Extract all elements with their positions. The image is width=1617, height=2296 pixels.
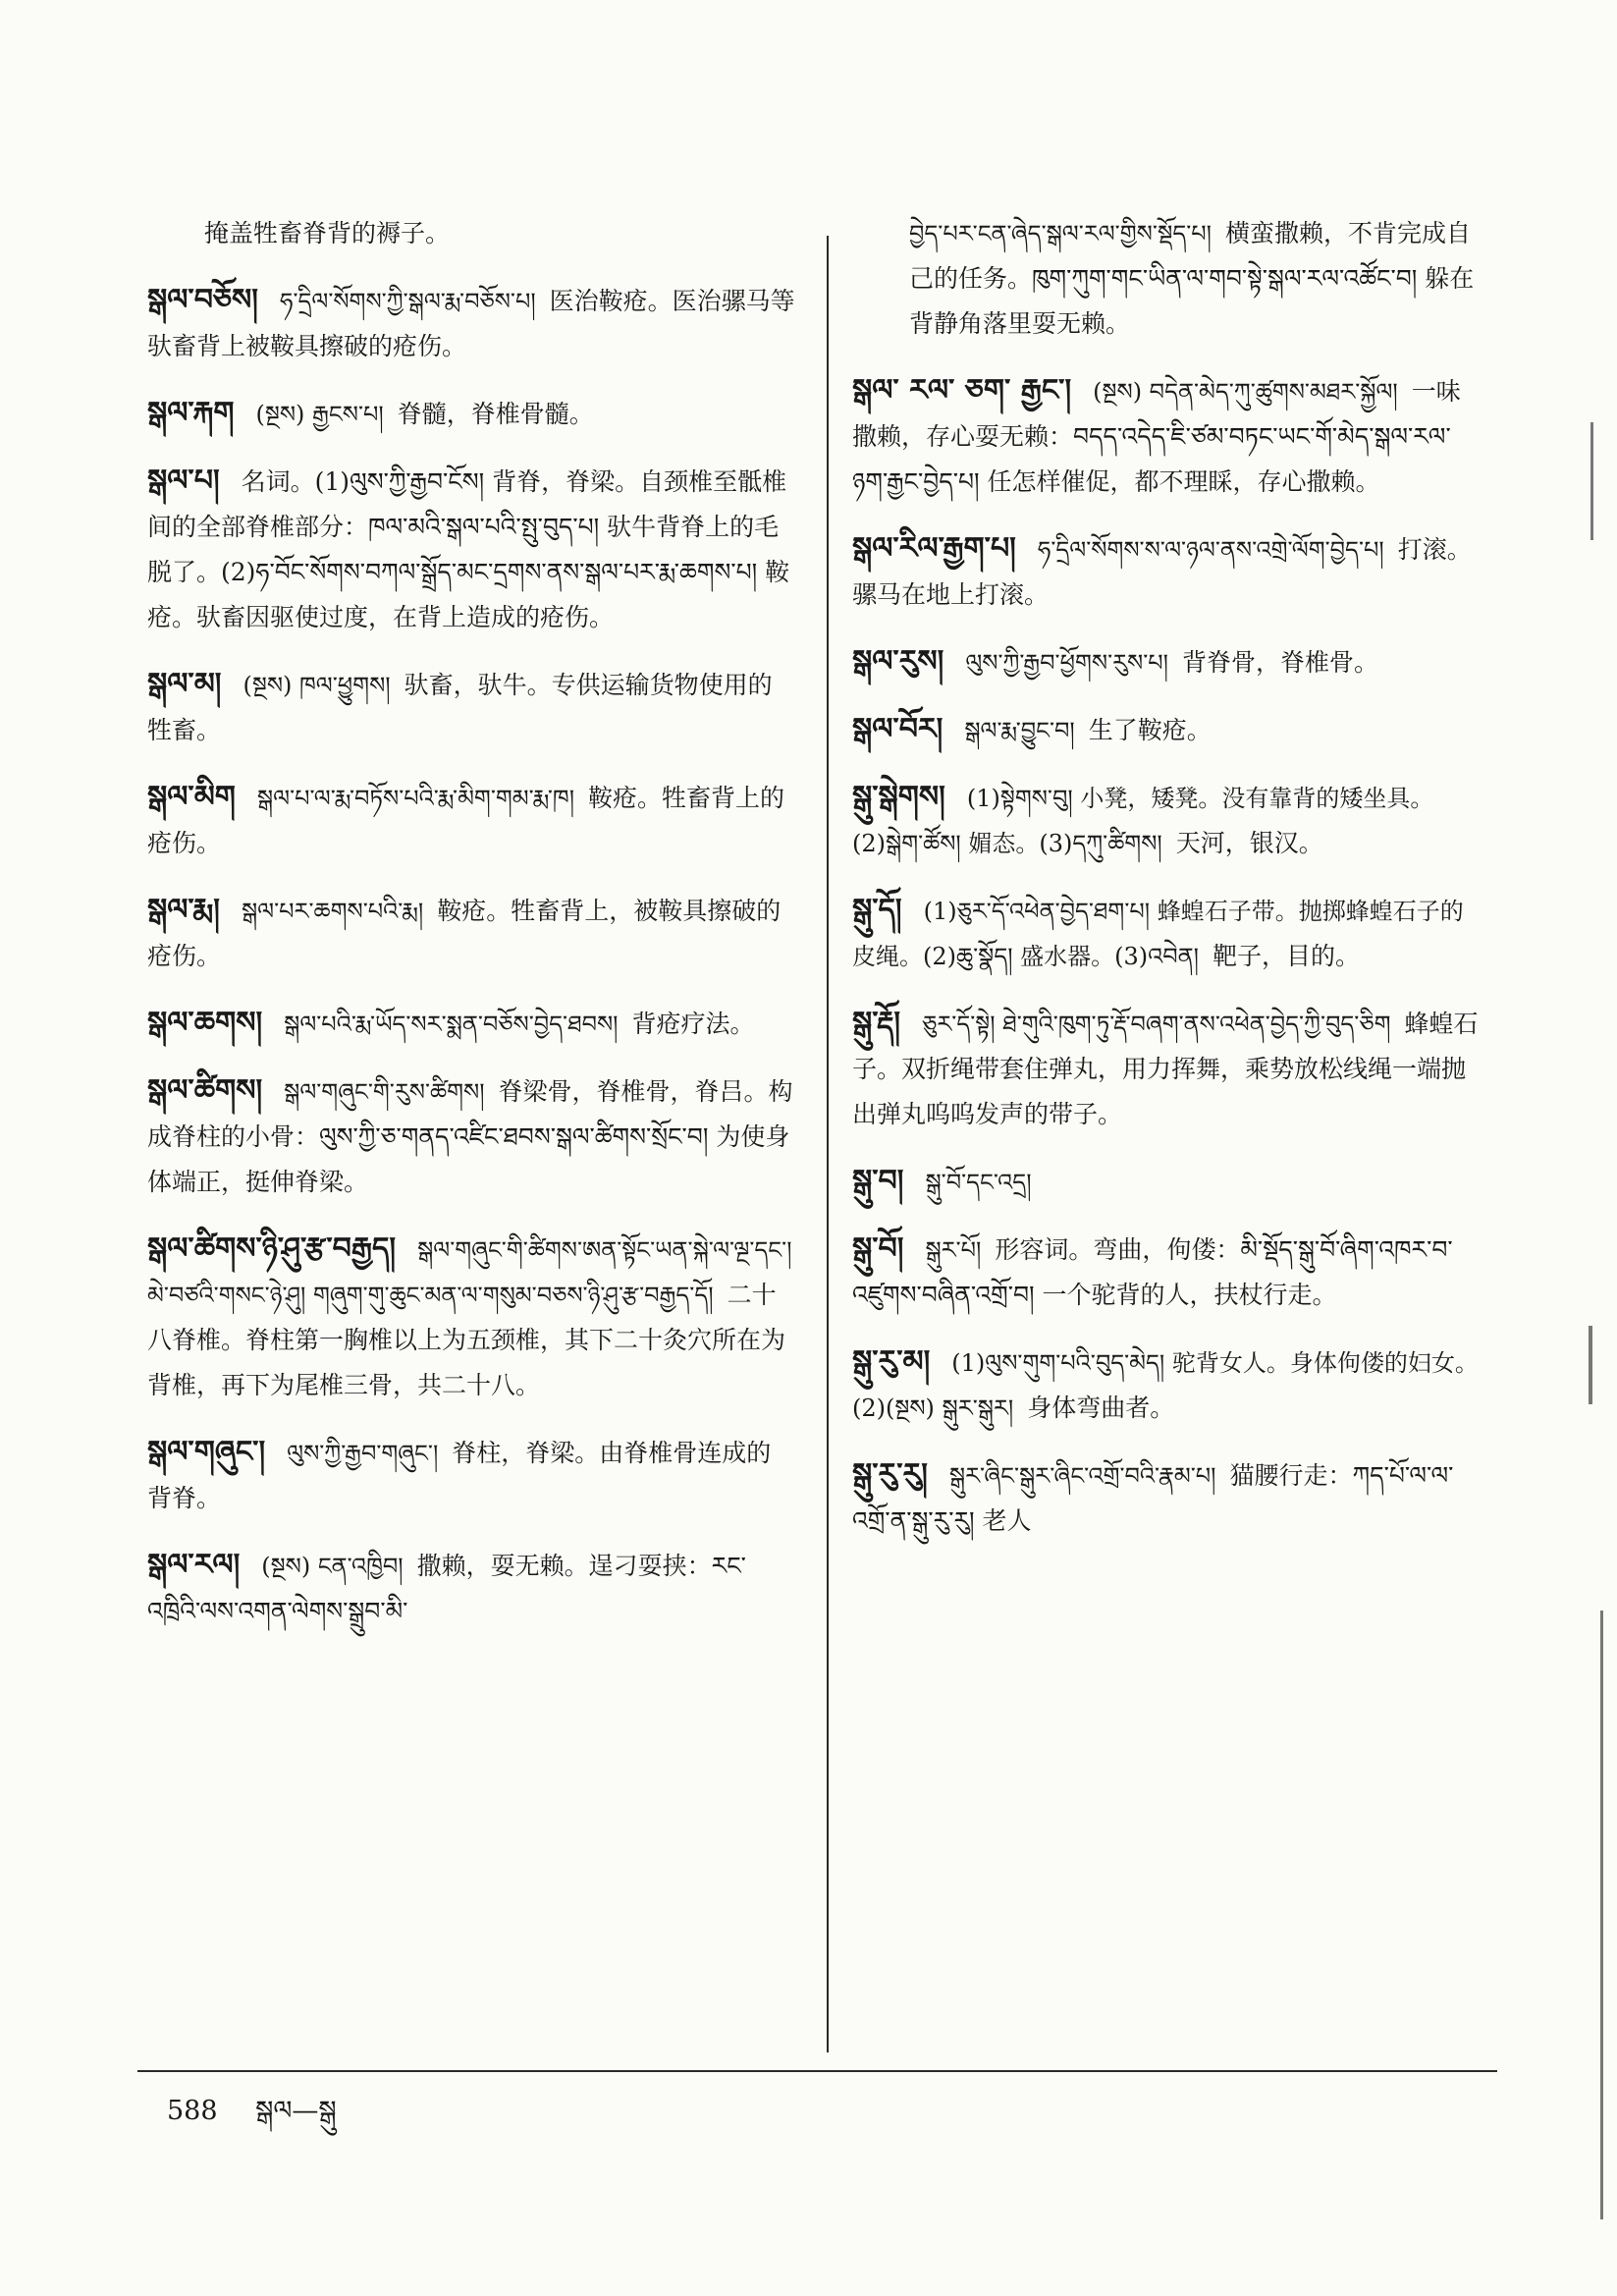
scan-edge-mark bbox=[1600, 1611, 1603, 2219]
entry-headword: སྒལ་ཆགས། bbox=[147, 1006, 263, 1040]
entry-definition-zh: 猫腰行走：ཀད་པོ་ལ་ལ་འགྲོ་ན་སྒུ་རུ་རུ། 老人 bbox=[852, 1461, 1454, 1535]
right-column bbox=[852, 211, 1481, 1565]
entry-definition-tib: (1)ཅུར་དོ་འཕེན་བྱེད་ཐག་པ། 蜂蝗石子带。抛掷蜂蝗石子的皮绳。(2)ཆུ་སྣོད། 盛水器。(3)འབེན། bbox=[852, 898, 1464, 970]
entry-definition-tib: ལུས་ཀྱི་རྒྱབ་གཞུང་། bbox=[287, 1440, 439, 1467]
entry-definition-tib: (1)ལུས་གུག་པའི་བུད་མེད། 驼背女人。身体佝偻的妇女。(2)(སྔས) སྒུར་སྒུར། bbox=[852, 1349, 1479, 1422]
entry-definition-zh: 鞍疮。牲畜背上的疮伤。 bbox=[147, 784, 785, 857]
entry-definition-zh: 脊梁骨，脊椎骨，脊吕。构成脊柱的小骨：ལུས་ཀྱི་ཅ་གནད་འཛིང་ཐབས་སྒལ་ཚིགས་སྲོང་བ། 为使身体端正，挺伸脊梁。 bbox=[147, 1077, 793, 1196]
entry-definition-tib: སྒུར་ཞིང་སྒུར་ཞིང་འགྲོ་བའི་རྣམ་པ། bbox=[948, 1462, 1216, 1490]
entry-definition-zh: 掩盖牲畜脊背的褥子。 bbox=[204, 219, 451, 247]
entry-definition-zh: 撒赖，耍无赖。逞刁耍挟：རང་འཁྲིའི་ལས་འགན་ལེགས་སྒྲུབ་མི་ bbox=[147, 1552, 746, 1625]
dictionary-entry bbox=[147, 1430, 795, 1521]
entry-headword: སྒལ་བཅོས། bbox=[147, 283, 258, 317]
dictionary-entry bbox=[852, 1452, 1481, 1544]
entry-definition-tib: སྒལ་གཞུང་གི་ཚིགས་ཨན་སྟོང་ཡན་སྐེ་ལ་ལྔ་དང་། མེ་བཙའི་གསང་ཉེ་ཤུ། གཞུག་གུ་ཆུང་མན་ལ་གསུམ་བཅས་ཉི་ཤུ་རྩ་བརྒྱད་དོ། bbox=[147, 1236, 792, 1309]
dictionary-entry bbox=[852, 1159, 1481, 1205]
entry-definition-tib: (སྔས) ངན་འཁྱིབ། bbox=[261, 1553, 404, 1580]
dictionary-entry bbox=[852, 707, 1481, 753]
entry-definition-zh: 驮畜，驮牛。专供运输货物使用的牲畜。 bbox=[147, 671, 773, 744]
entry-headword: སྒུ་དོ། bbox=[852, 893, 902, 927]
page-footer bbox=[167, 2092, 337, 2131]
entry-definition-zh: 打滚。骡马在地上打滚。 bbox=[852, 535, 1472, 609]
entry-definition-tib: སྒུར་པོ། bbox=[925, 1236, 982, 1264]
entry-definition-tib: སྒལ་པ་ལ་རྨ་བཏོས་པའི་རྨ་མིག་གམ་རྨ་ཁ། bbox=[256, 785, 575, 812]
scan-edge-mark bbox=[1589, 1326, 1592, 1404]
entry-definition-tib: (1)སྟེགས་བུ། 小凳，矮凳。没有靠背的矮坐具。(2)སྒེག་ཚོས། 媚态。(3)དཀུ་ཚིགས། bbox=[852, 785, 1434, 857]
entry-headword: སྒལ་པ། bbox=[147, 464, 220, 498]
entry-definition-tib: ཧ་དྲིལ་སོགས་ས་ལ་ཉལ་ནས་འགྲེ་ལོག་བྱེད་པ། bbox=[1037, 536, 1384, 564]
guide-words: སྒལ—སྒུ bbox=[255, 2096, 337, 2126]
dictionary-entry bbox=[147, 459, 795, 640]
entry-definition-zh: 蜂蝗石子。双折绳带套住弹丸，用力挥舞，乘势放松线绳一端抛出弹丸呜呜发声的带子。 bbox=[852, 1010, 1479, 1128]
dictionary-entry bbox=[852, 1001, 1481, 1137]
dictionary-entry bbox=[852, 639, 1481, 685]
entry-definition-zh: 名词。(1)ལུས་ཀྱི་རྒྱབ་ངོས། 背脊，脊梁。自颈椎至骶椎间的全部脊椎部分：ཁལ་མའི་སྒལ་པའི་སྤུ་བུད་པ། 驮牛背脊上的毛脱了。(2)ཧ་བོང་སོགས་བཀལ་སྒྲོད་མང་དྲགས་ནས་སྒལ་པར་རྨ་ཆགས་པ། 鞍疮。驮畜因驱使过度，在背上造成的疮伤。 bbox=[147, 467, 790, 631]
entry-definition-zh: 生了鞍疮。 bbox=[1088, 716, 1212, 744]
entry-definition-tib: སྒུ་བོ་དང་འདྲ། bbox=[925, 1169, 1032, 1196]
entry-headword: སྒལ་ཚིགས་ཉི་ཤུ་རྩ་བརྒྱད། bbox=[147, 1231, 397, 1266]
entry-definition-tib: (སྔས) བདེན་མེད་ཀུ་ཚུགས་མཐར་སྐྱོལ། bbox=[1093, 378, 1398, 406]
entry-headword: སྒལ་རལ། bbox=[147, 1548, 241, 1582]
entry-definition-tib: ལུས་ཀྱི་རྒྱབ་ཕྱོགས་རུས་པ། bbox=[965, 649, 1169, 677]
dictionary-entry bbox=[852, 775, 1481, 866]
entry-definition-tib: (སྔས) རྒྱངས་པ། bbox=[255, 401, 384, 428]
entry-headword: སྒལ་མ། bbox=[147, 667, 222, 701]
dictionary-entry bbox=[147, 662, 795, 753]
page-number: 588 bbox=[167, 2096, 218, 2126]
entry-definition-tib: (སྔས) ཁལ་ཕྱུགས། bbox=[243, 672, 391, 699]
dictionary-entry bbox=[852, 1227, 1481, 1318]
entry-definition-tib: སྒལ་རྨ་བྱུང་བ། bbox=[964, 717, 1075, 744]
entry-definition-zh: 鞍疮。牲畜背上，被鞍具擦破的疮伤。 bbox=[147, 897, 782, 970]
dictionary-entry bbox=[147, 1001, 795, 1047]
dictionary-entry bbox=[147, 1227, 795, 1408]
entry-definition-tib: བྱེད་པར་ངན་ཞེད་སྒལ་རལ་གྱིས་སྡོད་པ། bbox=[909, 220, 1212, 247]
entry-definition-zh: 天河，银汉。 bbox=[1175, 829, 1323, 857]
left-column bbox=[147, 211, 795, 1656]
entry-definition-zh: 身体弯曲者。 bbox=[1027, 1394, 1175, 1422]
entry-headword: སྒལ་ཚིགས། bbox=[147, 1073, 263, 1108]
dictionary-entry bbox=[147, 211, 795, 256]
column-divider bbox=[827, 236, 829, 2052]
dictionary-entry bbox=[147, 278, 795, 369]
entry-definition-tib: སྒལ་གཞུང་གི་རུས་ཚིགས། bbox=[284, 1078, 485, 1106]
entry-definition-zh: 医治鞍疮。医治骡马等驮畜背上被鞍具擦破的疮伤。 bbox=[147, 287, 795, 360]
entry-headword: སྒུ་སྒེགས། bbox=[852, 780, 945, 814]
dictionary-entry bbox=[852, 1339, 1481, 1431]
entry-headword: སྒལ་རུས། bbox=[852, 644, 944, 679]
entry-headword: སྒལ་རིལ་རྒྱག་པ། bbox=[852, 531, 1016, 566]
entry-headword: སྒུ་རྡོ། bbox=[852, 1006, 901, 1040]
entry-headword: སྒུ་རུ་རུ། bbox=[852, 1457, 928, 1492]
entry-definition-tib: ཧ་དྲིལ་སོགས་ཀྱི་སྒལ་རྨ་བཅོས་པ། bbox=[279, 288, 536, 315]
dictionary-entry bbox=[147, 1068, 795, 1205]
dictionary-entry bbox=[852, 526, 1481, 618]
entry-headword: སྒལ་རྨ། bbox=[147, 893, 220, 927]
entry-definition-zh: 靶子，目的。 bbox=[1213, 942, 1361, 970]
entry-definition-zh: 脊髓，脊椎骨髓。 bbox=[397, 400, 594, 428]
entry-headword: སྒུ་བོ། bbox=[852, 1231, 904, 1266]
entry-definition-zh: 二十八脊椎。脊柱第一胸椎以上为五颈椎，其下二十灸穴所在为背椎，再下为尾椎三骨，共二十八。 bbox=[147, 1281, 786, 1399]
dictionary-entry bbox=[147, 391, 795, 437]
entry-definition-zh: 横蛮撒赖，不肯完成自己的任务。ཁུག་ཀུག་གང་ཡིན་ལ་གབ་སྟེ་སྒལ་རལ་འཚོང་བ། 躲在背静角落里耍无赖。 bbox=[909, 219, 1475, 338]
entry-definition-zh: 形容词。弯曲，佝偻：མི་སྡོད་སྒུ་བོ་ཞིག་འཁར་བ་འཛུགས་བཞིན་འགྲོ་བ། 一个驼背的人，扶杖行走。 bbox=[852, 1235, 1453, 1309]
entry-definition-tib: ཅུར་དོ་སྟེ། ཐེ་གུའི་ཁུག་ཏུ་རྡོ་བཞག་ནས་འཕེན་བྱེད་ཀྱི་བུད་ཅིག bbox=[922, 1011, 1391, 1038]
dictionary-entry bbox=[852, 368, 1481, 505]
entry-definition-zh: 背疮疗法。 bbox=[631, 1010, 755, 1038]
entry-headword: སྒལ་རྐག bbox=[147, 396, 235, 430]
dictionary-entry bbox=[147, 1543, 795, 1634]
dictionary-entry bbox=[852, 888, 1481, 979]
dictionary-entry bbox=[147, 888, 795, 979]
entry-definition-zh: 一味撒赖，存心耍无赖：བདད་འདེད་ཇི་ཙམ་བཏང་ཡང་གོ་མེད་སྒལ་རལ་ཉག་རྒྱང་བྱེད་པ། 任怎样催促，都不理睬，存心撒赖。 bbox=[852, 377, 1461, 496]
entry-headword: སྒལ་གཞུང་། bbox=[147, 1435, 266, 1469]
dictionary-entry bbox=[852, 211, 1481, 347]
entry-definition-zh: 背脊骨，脊椎骨。 bbox=[1182, 648, 1379, 677]
entry-headword: སྒལ་ རལ་ ཅག་ རྒྱང་། bbox=[852, 373, 1072, 408]
scan-edge-mark bbox=[1590, 422, 1593, 540]
entry-definition-tib: སྒལ་པར་ཆགས་པའི་རྨ། bbox=[241, 898, 424, 925]
dictionary-entry bbox=[147, 775, 795, 866]
entry-definition-zh: 脊柱，脊梁。由脊椎骨连成的背脊。 bbox=[147, 1439, 772, 1512]
entry-headword: སྒུ་རུ་མ། bbox=[852, 1344, 931, 1379]
entry-headword: སྒལ་མིག bbox=[147, 780, 236, 814]
entry-headword: སྒུ་བ། bbox=[852, 1164, 904, 1198]
footer-rule bbox=[137, 2070, 1497, 2072]
entry-definition-tib: སྒལ་པའི་རྨ་ཡོད་སར་སྨན་བཅོས་བྱེད་ཐབས། bbox=[284, 1011, 619, 1038]
entry-headword: སྒལ་བོར། bbox=[852, 712, 943, 746]
